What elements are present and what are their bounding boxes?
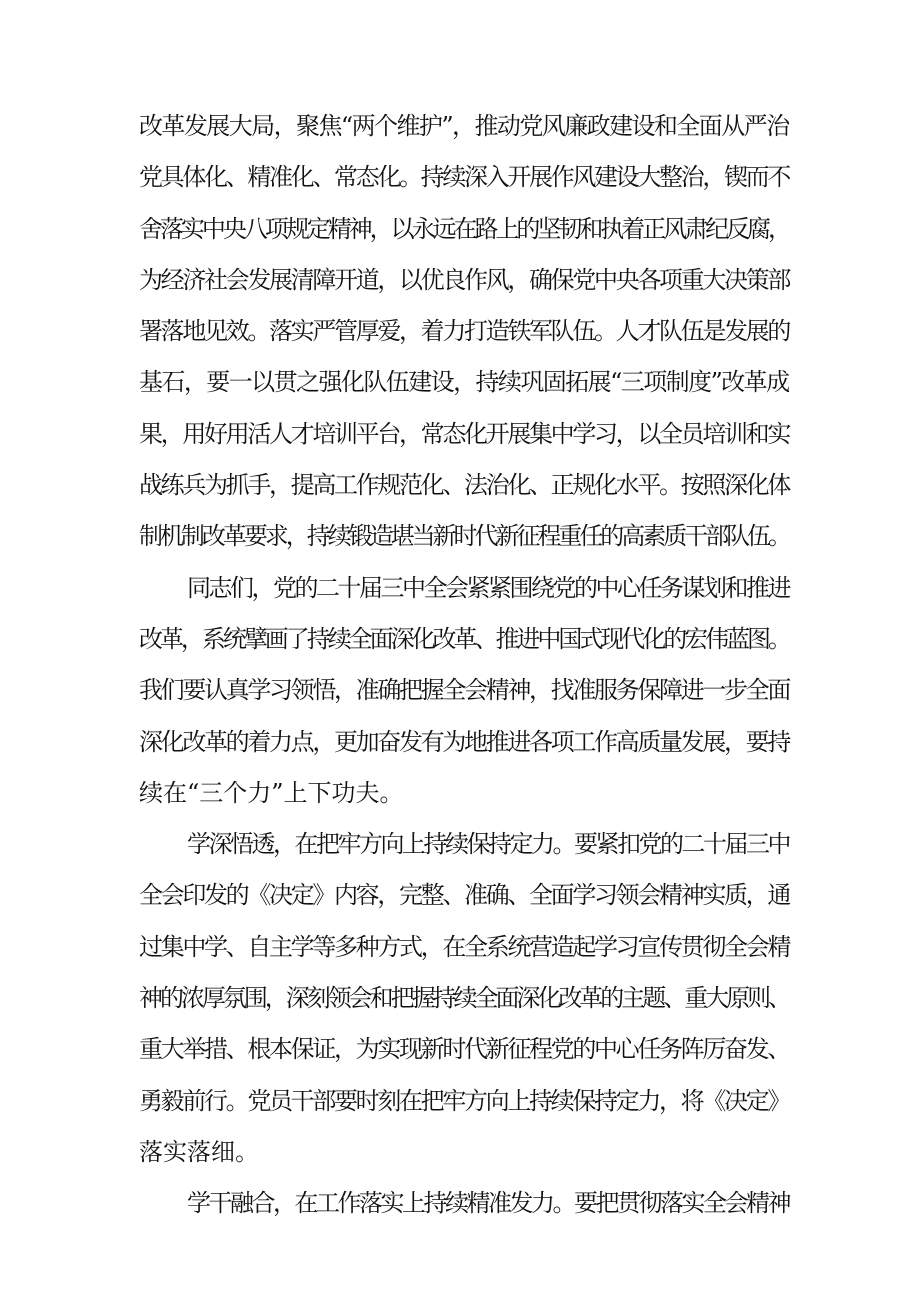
text-line: 神的浓厚氛围，深刻领会和把握持续全面深化改革的主题、重大原则、 [139,984,789,1013]
text-line: 为经济社会发展清障开道，以优良作风，确保党中央各项重大决策部 [139,265,789,294]
text-line-first: 同志们，党的二十届三中全会紧紧围绕党的中心任务谋划和推进 [187,573,789,602]
text-line: 果，用好用活人才培训平台，常态化开展集中学习，以全员培训和实 [139,419,789,448]
text-line-first: 学深悟透，在把牢方向上持续保持定力。要紧扣党的二十届三中 [187,830,789,859]
text-line: 勇毅前行。党员干部要时刻在把牢方向上持续保持定力，将《决定》 [139,1086,789,1115]
paragraph-1 [139,101,789,563]
text-line: 改革发展大局，聚焦“两个维护”，推动党风廉政建设和全面从严治 [139,112,789,140]
text-line: 落实落细。 [139,1137,259,1166]
text-line: 重大举措、根本保证，为实现新时代新征程党的中心任务阵厉奋发、 [139,1035,789,1064]
text-line: 续在“三个力”上下功夫。 [139,778,404,807]
text-line: 制机制改革要求，持续锻造堪当新时代新征程重任的高素质干部队伍。 [139,522,789,551]
text-line: 战练兵为抓手，提高工作规范化、法治化、正规化水平。按照深化体 [139,471,789,500]
text-line: 党具体化、精准化、常态化。持续深入开展作风建设大整治，锲而不 [139,163,789,192]
text-line: 全会印发的《决定》内容，完整、准确、全面学习领会精神实质，通 [139,881,789,910]
paragraph-2 [139,563,789,819]
text-line: 改革，系统擘画了持续全面深化改革、推进中国式现代化的宏伟蓝图。 [139,624,789,653]
text-line: 署落地见效。落实严管厚爱，着力打造铁军队伍。人才队伍是发展的 [139,317,789,346]
text-line: 过集中学、自主学等多种方式，在全系统营造起学习宣传贯彻全会精 [139,932,789,961]
text-line: 我们要认真学习领悟，准确把握全会精神，找准服务保障进一步全面 [139,676,789,705]
text-line: 基石，要一以贯之强化队伍建设，持续巩固拓展“三项制度”改革成 [139,368,789,397]
text-line-first: 学干融合，在工作落实上持续精准发力。要把贯彻落实全会精神 [187,1189,789,1218]
text-line: 深化改革的着力点，更加奋发有为地推进各项工作高质量发展，要持 [139,727,789,756]
document-body [139,101,789,1230]
paragraph-3 [139,819,789,1178]
text-line: 舍落实中央八项规定精神，以永远在路上的坚韧和执着正风肃纪反腐， [139,214,789,243]
paragraph-4 [139,1178,789,1229]
